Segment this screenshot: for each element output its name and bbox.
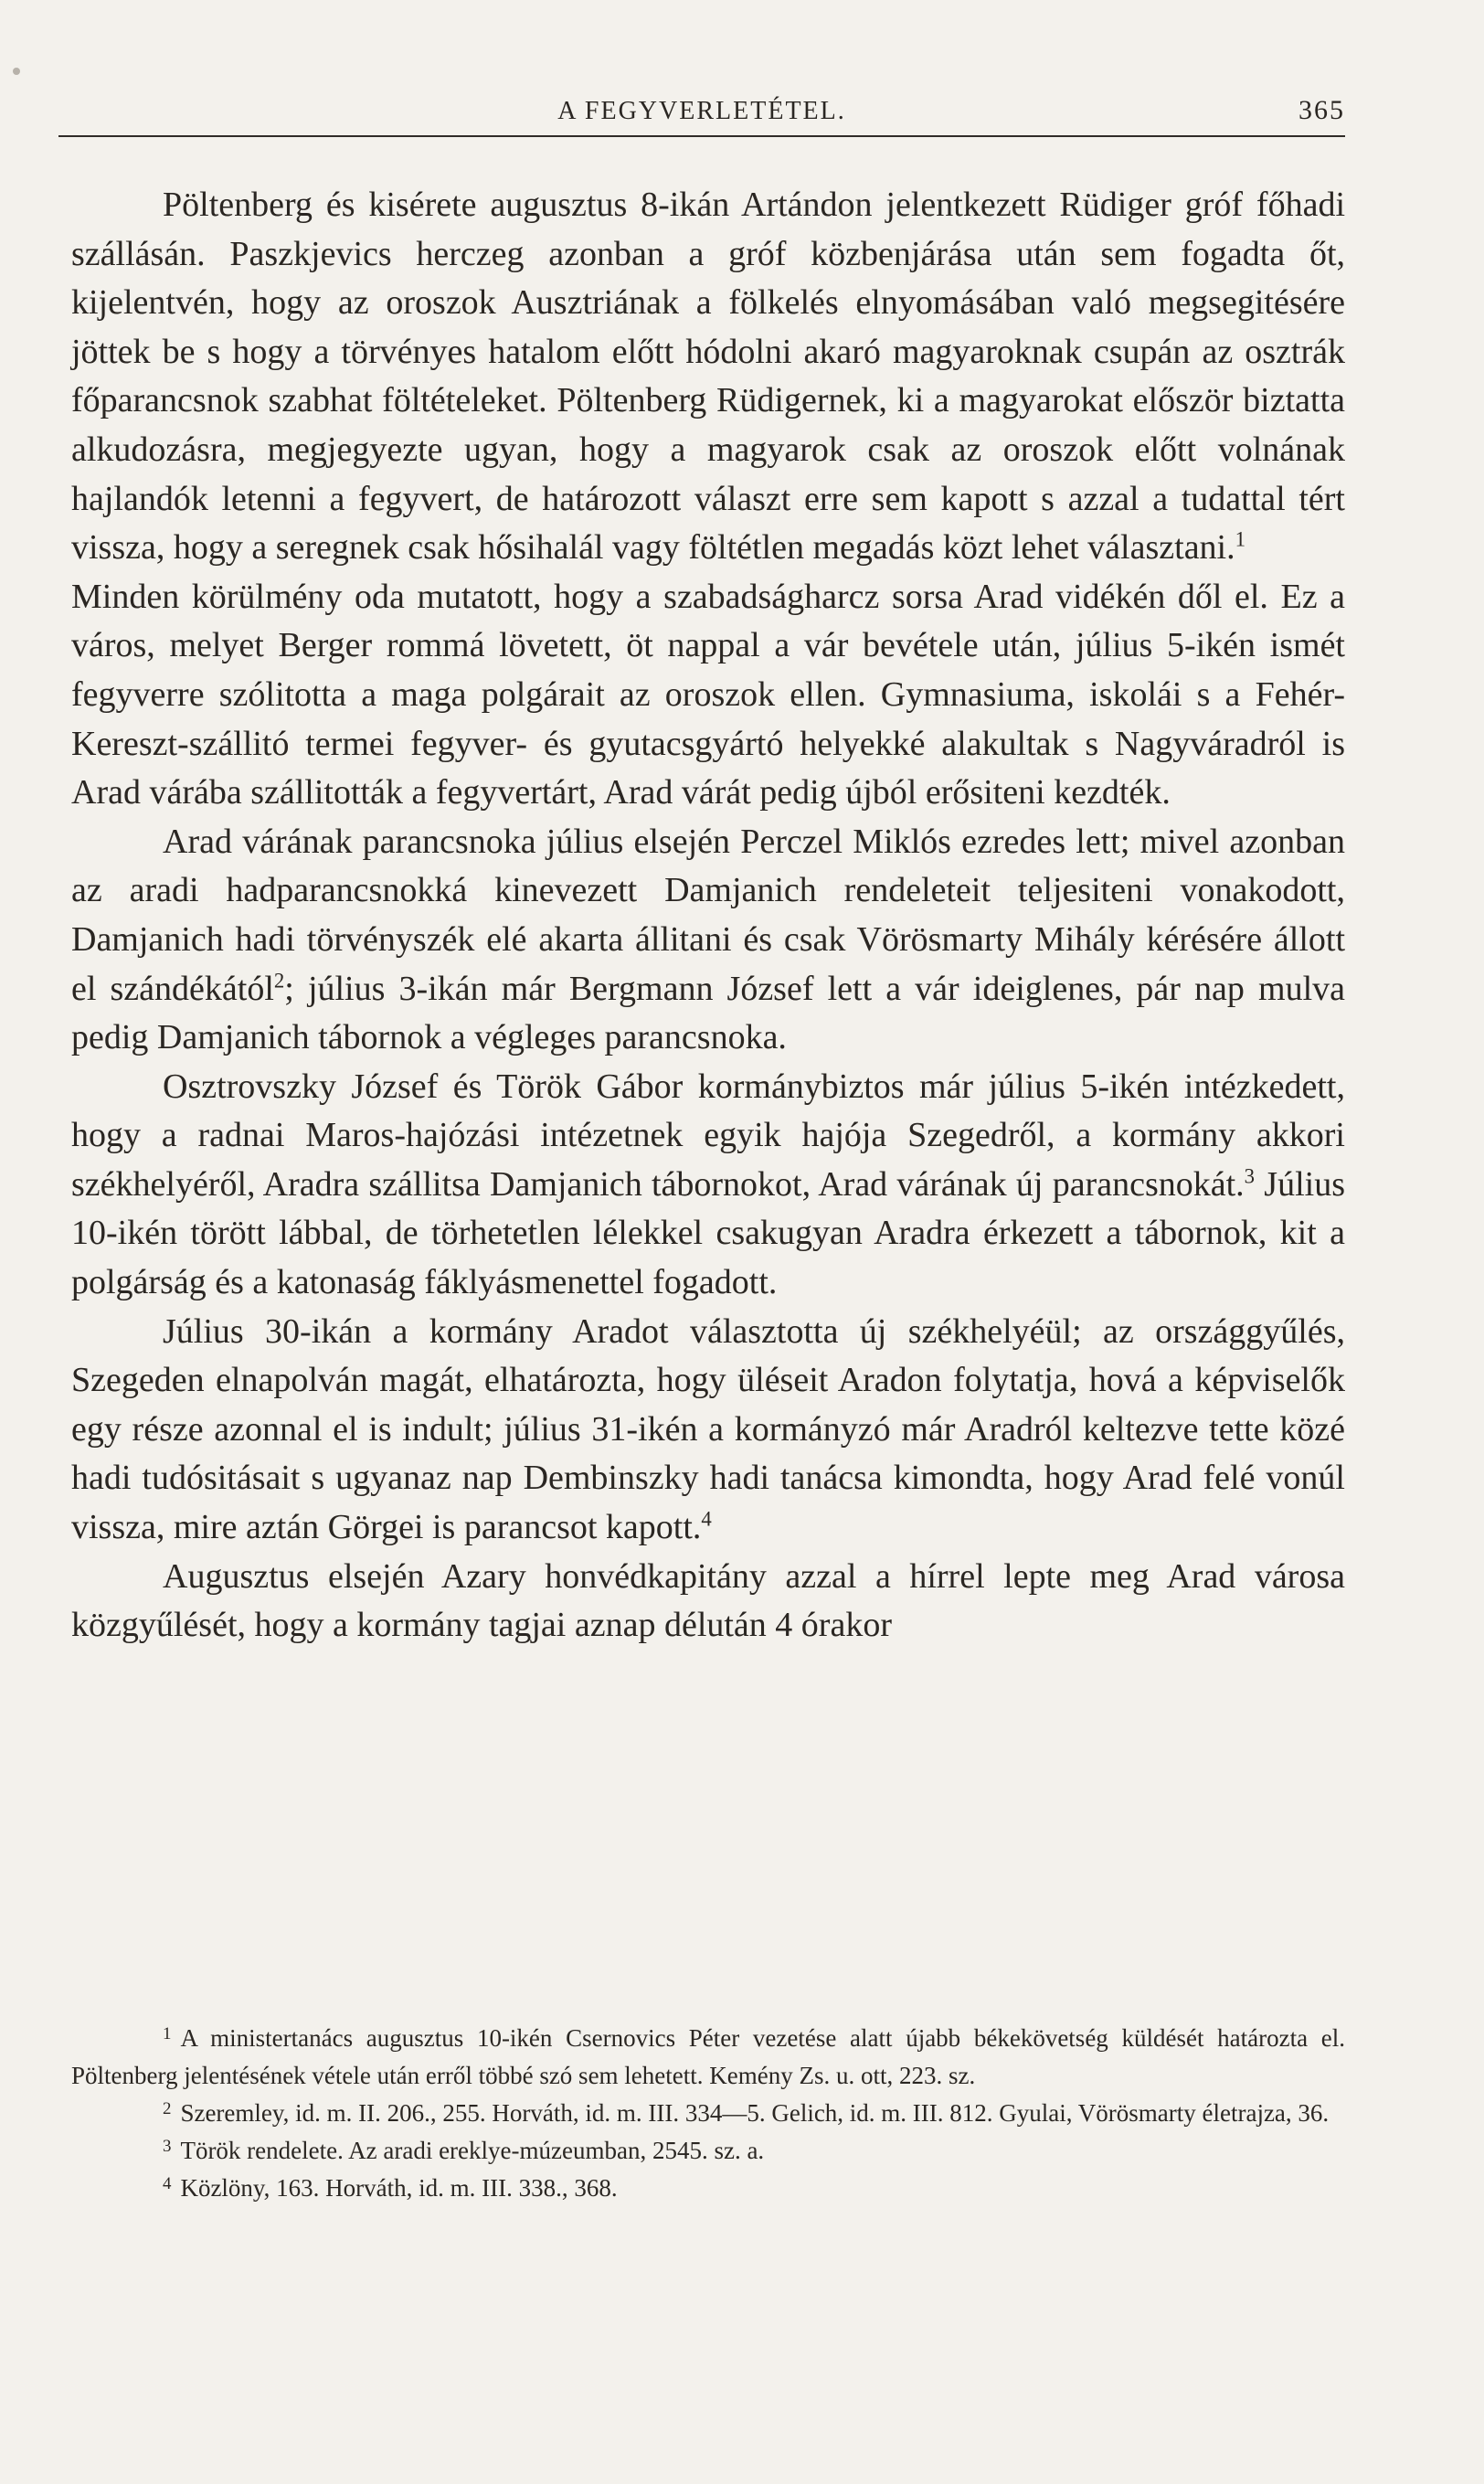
running-title: A FEGYVERLETÉTEL. [557, 97, 846, 125]
page-number: 365 [1298, 95, 1345, 125]
paragraph-text: ; július 3-ikán már Bergmann József lett a vár ideiglenes, pár nap mulva pedig Damjanich tábornok a végleges parancsnoka. [71, 969, 1345, 1057]
paragraph-text: Augusztus elsején Azary honvédkapitány azzal a hírrel lepte meg Arad városa közgyűlését, hogy a kormány tagjai aznap délután 4 órakor [71, 1556, 1345, 1645]
footnote-text: Szeremley, id. m. II. 206., 255. Horváth, id. m. III. 334—5. Gelich, id. m. III. 812. Gyulai, Vörösmarty életrajza, 36. [180, 2099, 1330, 2127]
footnote-mark: 1 [163, 2023, 172, 2043]
paragraph-1 [71, 181, 1345, 573]
footnote-ref-1: 1 [1235, 527, 1246, 551]
footnote-ref-2: 2 [273, 968, 285, 992]
footnote-mark: 4 [163, 2173, 172, 2193]
footnote-3 [71, 2132, 1345, 2170]
paragraph-6 [71, 1553, 1345, 1651]
paragraph-text: Minden körülmény oda mutatott, hogy a szabadságharcz sorsa Arad vidékén dől el. Ez a város, melyet Berger rommá lövetett, öt nappal a vár bevétele után, július 5-ikén ismét fegyverre szólitotta a maga polgárait az oroszok ellen. Gymnasiuma, iskolái s a Fehér-Kereszt-szállitó termei fegyver- és gyutacsgyártó helyekké alakultak s Nagyváradról is Arad várába szállitották a fegyvertárt, Arad várát pedig újból erősiteni kezdték. [71, 577, 1345, 812]
body-text [71, 181, 1345, 1651]
footnote-2 [71, 2095, 1345, 2132]
paragraph-3 [71, 818, 1345, 1063]
paragraph-text: Július 30-ikán a kormány Aradot választotta új székhelyéül; az országgyűlés, Szegeden elnapolván magát, elhatározta, hogy üléseit Aradon folytatja, hová a képviselők egy része azonnal el is indult; július 31-ikén a kormányzó már Aradról keltezve tette közé hadi tudósitásait s ugyanaz nap Dembinszky hadi tanácsa kimondta, hogy Arad felé vonúl vissza, mire aztán Görgei is parancsot kapott. [71, 1311, 1345, 1547]
paragraph-4 [71, 1063, 1345, 1308]
footnote-text: Török rendelete. Az aradi ereklye-múzeumban, 2545. sz. a. [180, 2137, 765, 2164]
footnote-ref-4: 4 [701, 1507, 712, 1531]
footnote-text: Közlöny, 163. Horváth, id. m. III. 338., 368. [180, 2174, 618, 2202]
footnote-1 [71, 2020, 1345, 2095]
footnote-text: A ministertanács augusztus 10-ikén Csernovics Péter vezetése alatt újabb békekövetség küldését határozta el. Pöltenberg jelentésének vétele után erről többé szó sem lehetett. Kemény Zs. u. ott, 223. sz. [71, 2024, 1345, 2089]
footnote-ref-3: 3 [1244, 1164, 1256, 1188]
footnote-mark: 3 [163, 2136, 172, 2156]
footnote-4 [71, 2170, 1345, 2207]
paragraph-text: Pöltenberg és kisérete augusztus 8-ikán Artándon jelentkezett Rüdiger gróf főhadi szállásán. Paszkjevics herczeg azonban a gróf közbenjárása után sem fogadta őt, kijelentvén, hogy az oroszok Ausztriának a fölkelés elnyomásában való megsegitésére jöttek be s hogy a törvényes hatalom előtt hódolni akaró magyaroknak csupán az osztrák főparancsnok szabhat föltételeket. Pöltenberg Rüdigernek, ki a magyarokat először biztatta alkudozásra, megjegyezte ugyan, hogy a magyarok csak az oroszok előtt volnának hajlandók letenni a fegyvert, de határozott választ erre sem kapott s azzal a tudattal tért vissza, hogy a seregnek csak hősihalál vagy föltétlen megadás közt lehet választani. [71, 186, 1345, 568]
footnotes [71, 2020, 1345, 2207]
paragraph-2 [71, 573, 1345, 818]
paragraph-text: Arad várának parancsnoka július elsején Perczel Miklós ezredes lett; mivel azonban az aradi hadparancsnokká kinevezett Damjanich rendeleteit teljesiteni vonakodott, Damjanich hadi törvényszék elé akarta állitani és csak Vörösmarty Mihály kérésére állott el szándékától [71, 822, 1345, 1008]
footnote-mark: 2 [163, 2098, 172, 2118]
paragraph-text: Július 10-ikén törött lábbal, de törhetetlen lélekkel csakugyan Aradra érkezett a tábornok, kit a polgárság és a katonaság fáklyásmenettel fogadott. [71, 1164, 1345, 1302]
page-speck [13, 68, 20, 75]
running-head [58, 91, 1345, 137]
paragraph-5 [71, 1308, 1345, 1553]
paragraph-text: Osztrovszky József és Török Gábor kormánybiztos már július 5-ikén intézkedett, hogy a radnai Maros-hajózási intézetnek egyik hajója Szegedről, a kormány akkori székhelyéről, Aradra szállitsa Damjanich tábornokot, Arad várának új parancsnokát. [71, 1067, 1345, 1204]
